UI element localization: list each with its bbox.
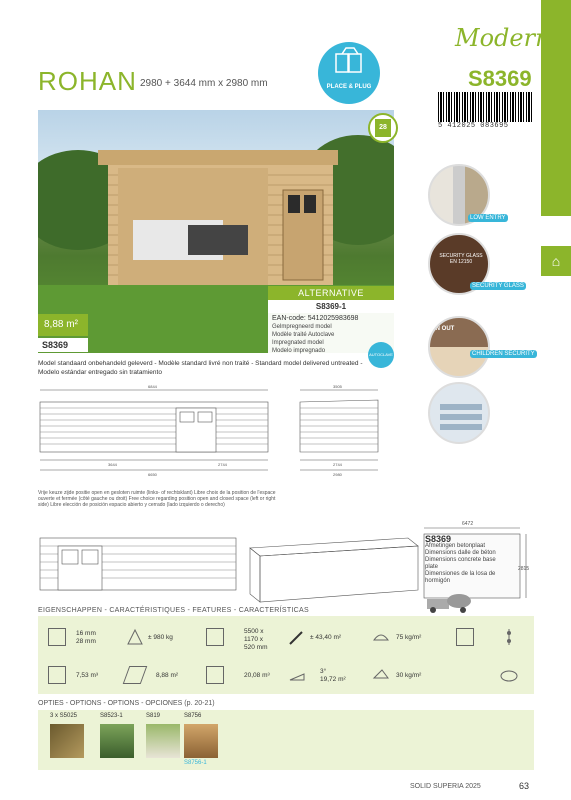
concrete-mixer-icon [425,591,475,613]
option-floor-photo[interactable] [100,724,134,758]
spec-package: 5500 x 1170 x 520 mm [244,628,268,651]
side-view [300,390,378,470]
security-glass-caption: SECURITY GLASS EN 12150 [439,253,483,265]
spec-paint-area: ± 43,40 m² [310,634,342,641]
alternative-heading: ALTERNATIVE [268,286,394,300]
spec-box-volume: 20,08 m³ [244,672,270,679]
alternative-line: Gelmpregneerd model [272,324,332,330]
barcode-bars [438,92,534,122]
options-panel [38,710,534,770]
base-plate-line: Dimensions concrete base plate [425,557,496,570]
option-door-photo[interactable] [146,724,180,758]
spec-weight: ± 980 kg [148,634,173,641]
base-plate-line: Dimensions dalle de béton [425,550,496,556]
weight-icon [126,628,144,646]
low-entry-label: LOW ENTRY [470,215,506,221]
home-icon[interactable]: ⌂ [541,246,571,276]
options-title: OPTIES - OPTIONS - OPTIONS - OPCIONES (p. 20-21) [38,700,215,707]
rear-view [40,538,236,590]
photo-code-label: S8369 [38,338,88,352]
roofing-felt-icon [500,666,518,684]
barcode-digits: 5 412025 083695 [438,122,509,130]
box-volume-icon [206,666,224,684]
spec-floor-area: 8,88 m² [156,672,179,679]
option-label: S8756 [184,713,202,719]
footer-brand: SOLID SUPERIA 2025 [410,783,481,790]
volume-icon [48,666,66,684]
spec-volume: 7,53 m³ [76,672,99,679]
alternative-line: Modèle traité Autoclave [272,332,335,338]
option-shelter-photo[interactable] [184,724,218,758]
product-name: ROHAN [38,66,137,96]
package-icon [318,42,380,82]
front-view [40,390,268,470]
autoclave-badge: AUTOCLAVE [368,342,394,368]
option-label: 3 x S5025 [50,713,78,719]
product-code: S8369 [468,66,532,91]
alternative-ean: EAN-code: 5412025983698 [272,315,359,322]
wind-load-icon [372,666,390,684]
base-plate-code: S8369 [425,534,452,544]
in-out-caption: IN OUT [434,326,455,332]
barcode [438,92,534,132]
option-foundation-photo[interactable] [50,724,84,758]
plan-depth: 2815 [518,566,530,572]
spec-roof: 3° 19,72 m² [320,668,346,683]
perspective-view [250,538,418,602]
children-security-label: CHILDREN SECURITY [472,351,535,357]
plan-width: 6472 [462,521,474,527]
area-label: 8,88 m² [38,314,88,336]
side-tab [541,0,571,800]
wall-thickness-value: 28 [375,119,391,137]
option-extra-label: S8756-1 [184,760,207,766]
front-dim-b: 3644 [108,462,117,467]
specs-panel [38,616,534,694]
spec-wall-thickness: 16 mm 28 mm [76,630,96,645]
floor-area-icon [123,666,148,684]
option-label: S8523-1 [100,713,123,719]
side-dim-a: 2744 [333,462,342,467]
spec-wind-load: 30 kg/m² [396,672,422,679]
position-choice-note: Vrije keuze zijde positie open en gesloten ruimte (links- of rechtsklant) Libre choix de la position de l'espace ouverte et fermée (côté gauche ou droit) Free choice regarding position open and closed space (left or right side) Libre elección de posición espacio abierto y cerrado (lado izquierdo o derecho) [38,490,276,508]
place-and-plug-badge [318,42,380,104]
alternative-line: Modelo impregnado [272,348,326,354]
badge-text: PLACE & PLUG [326,84,372,90]
specs-title: EIGENSCHAPPEN - CARACTÉRISTIQUES - FEATURES - CARACTERÍSTICAS [38,607,309,614]
side-dim-b: 2980 [333,472,342,477]
children-security-photo [428,316,490,378]
page-number: 63 [519,781,530,791]
base-plate-line: Dimensiones de la losa de hormigón [425,571,496,584]
collection-label: Modern [455,24,551,52]
snow-load-icon [372,628,390,646]
treatment-note: Model standaard onbehandeld geleverd - Modèle standard livré non traité - Standard model delivered untreated - Modelo estándar entregado sin tratamiento [38,360,363,376]
paint-brush-icon [288,628,306,646]
roof-slope-icon [288,666,306,684]
product-dimensions: 2980 + 3644 mm x 2980 mm [140,78,268,89]
base-plate-info [425,536,507,616]
security-glass-label: SECURITY GLASS [472,283,524,289]
base-plate-line: Afmetingen betonplaat [425,543,486,549]
window-icon [456,628,474,646]
alternative-line: Impregnated model [272,340,324,346]
wall-thickness-badge [368,113,398,143]
front-dim-total-base: 6650 [148,472,157,477]
spec-snow-load: 75 kg/m² [396,634,422,641]
alternative-code: S8369-1 [268,300,394,313]
wall-thickness-icon [48,628,66,646]
option-label: S819 [146,713,161,719]
side-dim-top: 3505 [333,384,342,389]
hardware-icon [500,628,518,646]
package-dimensions-icon [206,628,224,646]
front-dim-total: 6844 [148,384,157,389]
front-dim-c: 2744 [218,462,227,467]
